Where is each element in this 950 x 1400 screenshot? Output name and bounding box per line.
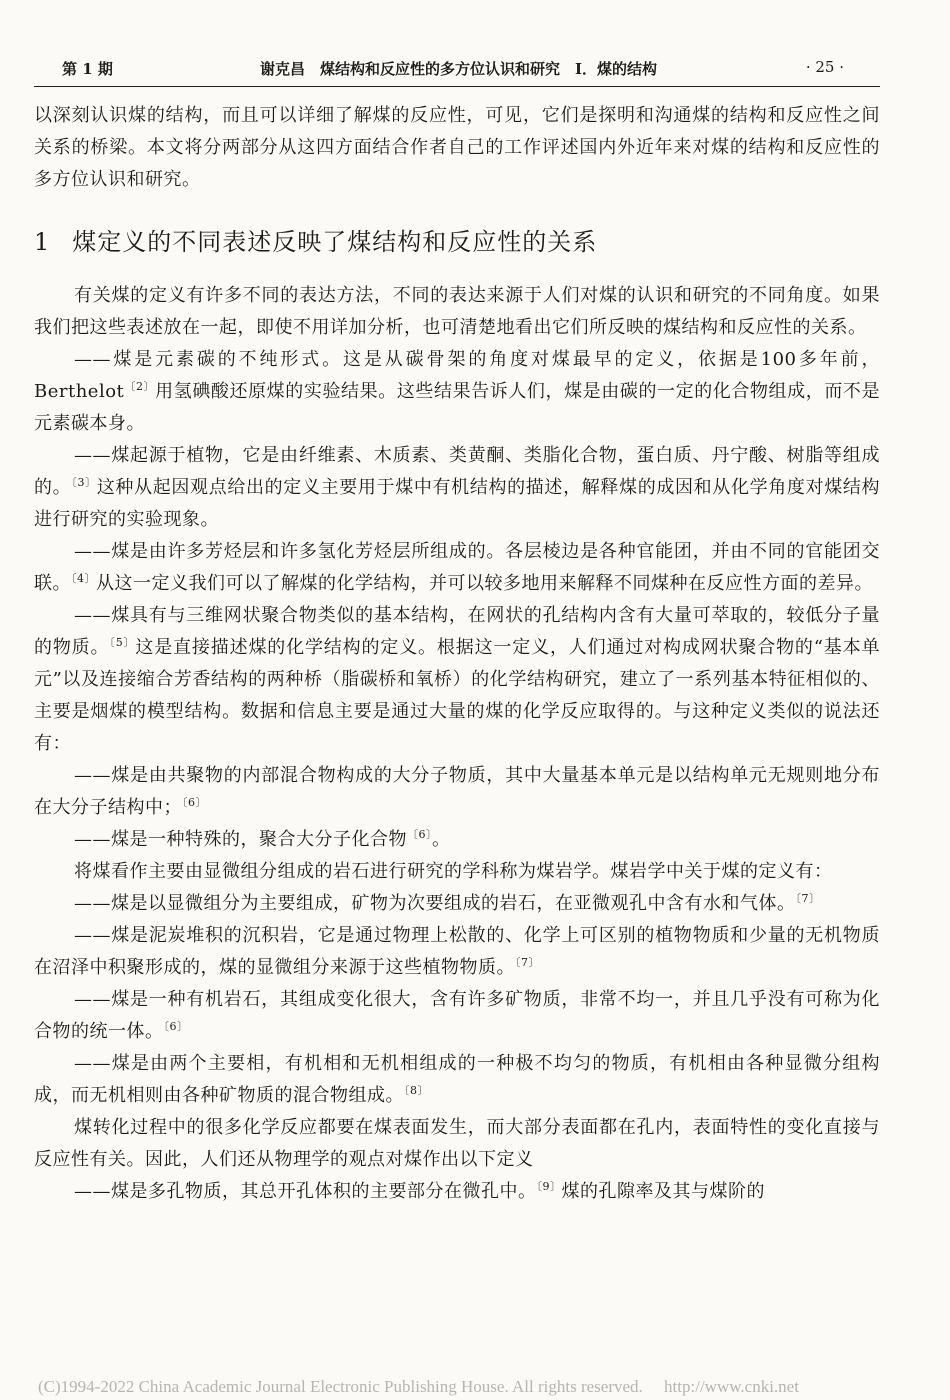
paragraph: ——煤是由两个主要相，有机相和无机相组成的一种极不均匀的物质，有机相由各种显微分组构成，而无机相则由各种矿物质的混合物组成。$^{〔8〕}$	[34, 1053, 880, 1106]
paragraph-list	[34, 280, 880, 1208]
paragraph: 有关煤的定义有许多不同的表达方法，不同的表达来源于人们对煤的认识和研究的不同角度。如果我们把这些表述放在一起，即使不用详加分析，也可清楚地看出它们所反映的煤结构和反应性的关系。	[34, 285, 880, 338]
paragraph: ——煤是以显微组分为主要组成，矿物为次要组成的岩石，在亚微观孔中含有水和气体。$^{〔7〕}$	[74, 892, 821, 914]
citation: 〔4〕	[71, 572, 96, 585]
paragraph: ——煤是由共聚物的内部混合物构成的大分子物质，其中大量基本单元是以结构单元无规则地分布在大分子结构中；$^{〔6〕}$	[34, 765, 880, 818]
paragraph: ——煤是多孔物质，其总开孔体积的主要部分在微孔中。$^{〔9〕}$煤的孔隙率及其与煤阶的	[74, 1180, 765, 1202]
paragraph: ——煤是由许多芳烃层和许多氢化芳烃层所组成的。各层棱边是各种官能团，并由不同的官能团交联。$^{〔4〕}$从这一定义我们可以了解煤的化学结构，并可以较多地用来解释不同煤种在反应性方面的差异。	[34, 541, 880, 594]
section-heading	[34, 222, 880, 262]
article-body	[34, 100, 880, 1208]
section-number: 1	[34, 228, 51, 256]
running-header	[62, 56, 844, 82]
page-number: · 25 ·	[805, 58, 844, 76]
citation: 〔7〕	[795, 892, 821, 905]
copyright-footer: (C)1994-2022 China Academic Journal Electronic Publishing House. All rights reserved. http://www.cnki.net	[38, 1377, 799, 1396]
section-title: 煤定义的不同表述反映了煤结构和反应性的关系	[72, 228, 598, 256]
paragraph: ——煤是一种特殊的，聚合大分子化合物$^{〔6〕}$。	[74, 828, 451, 850]
citation: 〔6〕	[182, 796, 207, 809]
paragraph: 煤转化过程中的很多化学反应都要在煤表面发生，而大部分表面都在孔内，表面特性的变化直接与反应性有关。因此，人们还从物理学的观点对煤作出以下定义	[34, 1117, 880, 1170]
paragraph: ——煤是元素碳的不纯形式。这是从碳骨架的角度对煤最早的定义，依据是100多年前，Berthelot$^{〔2〕}$用氢碘酸还原煤的实验结果。这些结果告诉人们，煤是由碳的一定的化合物组成，而不是元素碳本身。	[34, 349, 881, 434]
citation: 〔5〕	[109, 636, 136, 649]
header-rule	[34, 86, 880, 87]
paragraph: ——煤起源于植物，它是由纤维素、木质素、类黄酮、类脂化合物，蛋白质、丹宁酸、树脂等组成的。$^{〔3〕}$这种从起因观点给出的定义主要用于煤中有机结构的描述，解释煤的成因和从化学角度对煤结构进行研究的实验现象。	[34, 445, 881, 530]
citation: 〔6〕	[407, 828, 432, 841]
paragraph: ——煤具有与三维网状聚合物类似的基本结构，在网状的孔结构内含有大量可萃取的，较低分子量的物质。$^{〔5〕}$这是直接描述煤的化学结构的定义。根据这一定义，人们通过对构成网状聚合物的“基本单元”以及连接缩合芳香结构的两种桥（脂碳桥和氧桥）的化学结构研究，建立了一系列基本特征相似的、主要是烟煤的模型结构。数据和信息主要是通过大量的煤的化学反应取得的。与这种定义类似的说法还有：	[34, 605, 880, 754]
citation: 〔7〕	[515, 956, 540, 969]
citation: 〔6〕	[163, 1020, 189, 1033]
paragraph: 将煤看作主要由显微组分组成的岩石进行研究的学科称为煤岩学。煤岩学中关于煤的定义有：	[74, 861, 833, 882]
citation: 〔3〕	[71, 476, 97, 489]
issue-label: 第 1 期	[62, 60, 113, 78]
paragraph: ——煤是泥炭堆积的沉积岩，它是通过物理上松散的、化学上可区别的植物物质和少量的无机物质在沼泽中积聚形成的，煤的显微组分来源于这些植物物质。$^{〔7〕}$	[34, 925, 880, 978]
paragraph: ——煤是一种有机岩石，其组成变化很大，含有许多矿物质，非常不均一，并且几乎没有可称为化合物的统一体。$^{〔6〕}$	[34, 989, 880, 1042]
intro-paragraph: 以深刻认识煤的结构，而且可以详细了解煤的反应性，可见，它们是探明和沟通煤的结构和反应性之间关系的桥梁。本文将分两部分从这四方面结合作者自己的工作评述国内外近年来对煤的结构和反应性的多方位认识和研究。	[34, 105, 880, 190]
running-title: 谢克昌 煤结构和反应性的多方位认识和研究 Ⅰ．煤的结构	[260, 60, 658, 78]
citation: 〔9〕	[536, 1180, 562, 1193]
citation: 〔2〕	[124, 380, 156, 393]
citation: 〔8〕	[404, 1084, 429, 1097]
